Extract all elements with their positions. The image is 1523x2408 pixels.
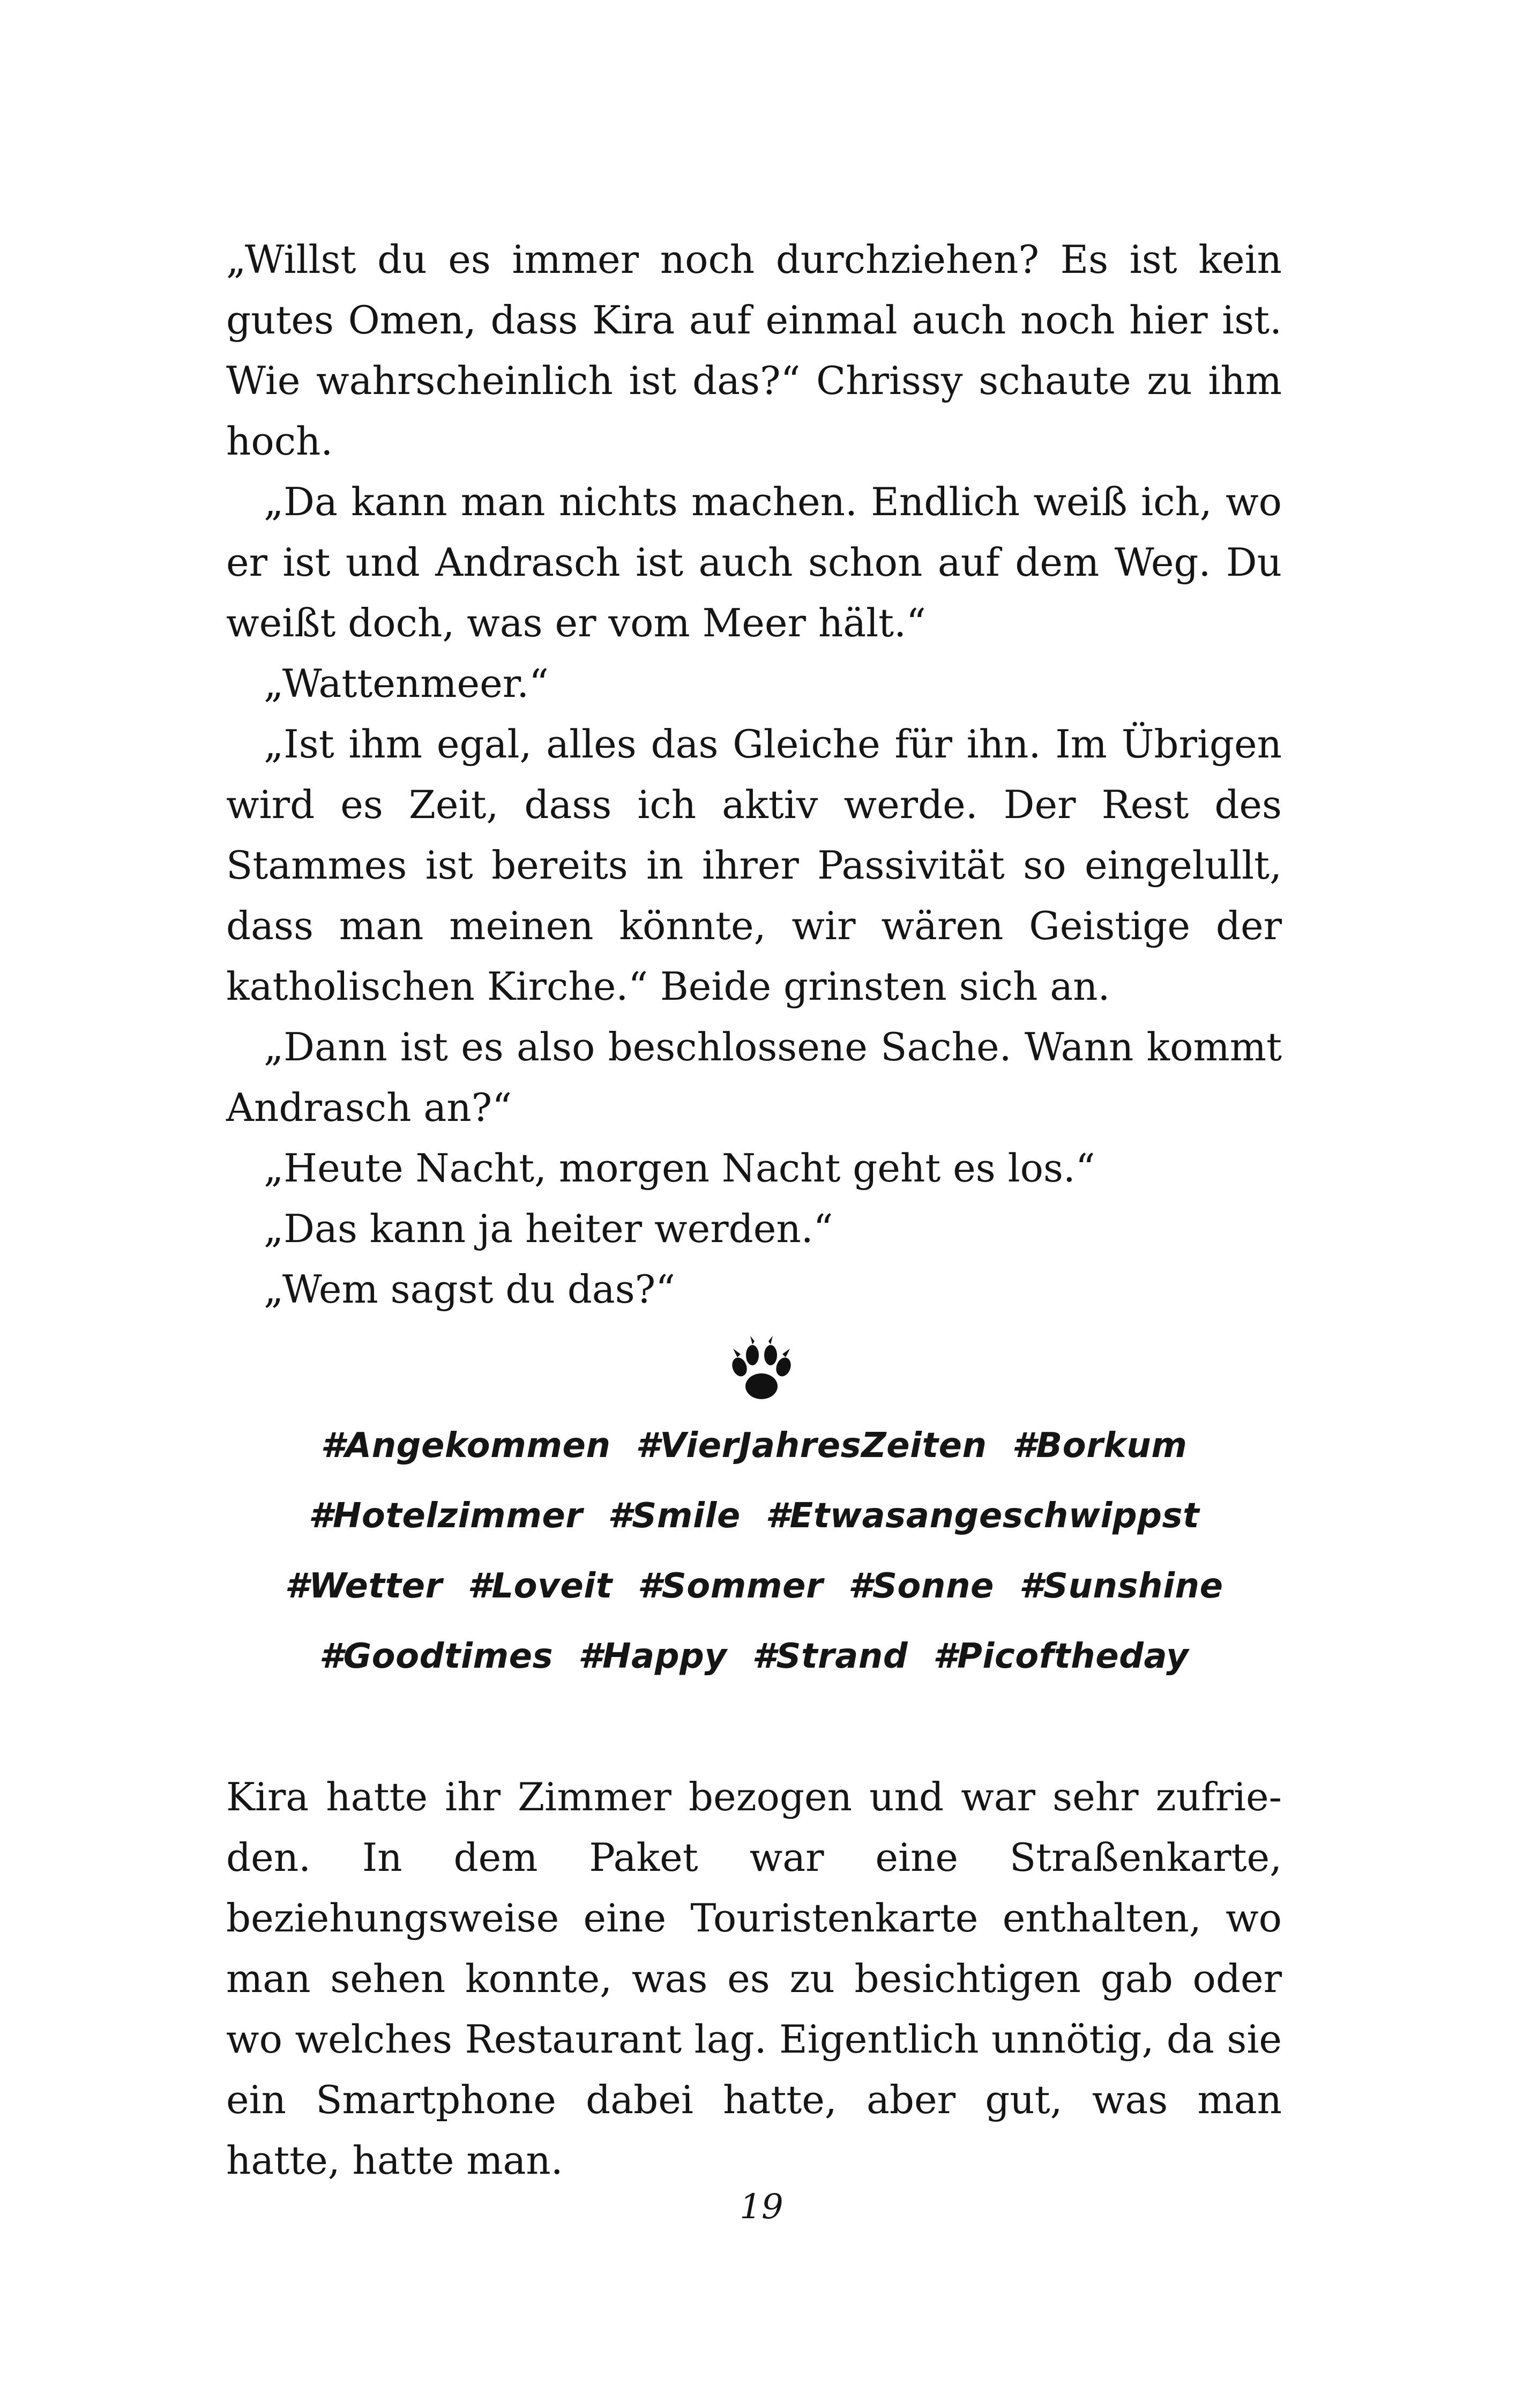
hashtag: #Sonne [848,1566,994,1606]
dialogue-section [226,229,1282,1320]
paragraph: „Da kann man nichts machen. Endlich weiß ich, wo er ist und Andrasch ist auch schon auf dem Weg. Du weißt doch, was er vom Meer hält.“ [226,479,1282,645]
hashtag: #Smile [608,1496,741,1536]
hashtag: #Wetter [285,1566,443,1606]
narrative-section [226,1767,1282,2191]
hashtag: #VierJahresZeiten [636,1426,987,1466]
hashtag: #Sunshine [1019,1566,1223,1606]
paragraph: „Wem sagst du das?“ [264,1267,676,1312]
hashtag: #Goodtimes [319,1637,554,1676]
paragraph: „Ist ihm egal, alles das Gleiche für ihn. Im Übrigen wird es Zeit, dass ich aktiv werde. Der Rest des Stammes ist bereits in ihrer Passivität so eingelullt, dass man meinen könnte, wir wären Geistige der katholischen Kirche.“ Beide grinsten sich an. [226,722,1282,1009]
hashtag: #Angekommen [320,1426,611,1466]
hashtag: #Hotelzimmer [308,1496,583,1536]
hashtag-block [226,1411,1282,1692]
hashtag: #Happy [578,1637,727,1676]
hashtag: #Etwasangeschwippst [765,1496,1200,1536]
hashtag: #Loveit [467,1566,613,1606]
hashtag: #Borkum [1012,1426,1188,1466]
paragraph: „Dann ist es also beschlossene Sache. Wann kommt Andrasch an?“ [226,1024,1282,1130]
hashtag: #Picoftheday [932,1637,1189,1676]
page-number: 19 [740,2187,783,2227]
paragraph: „Willst du es immer noch durchziehen? Es ist kein gutes Omen, dass Kira auf einmal auch noch hier ist. Wie wahrscheinlich ist das?“ Chrissy schaute zu ihm hoch. [226,237,1282,464]
paragraph: „Wattenmeer.“ [264,661,549,706]
hashtag: #Sommer [637,1566,824,1606]
paragraph: „Das kann ja heiter werden.“ [264,1206,833,1251]
paragraph: „Heute Nacht, morgen Nacht geht es los.“ [264,1146,1095,1191]
paragraph: Kira hatte ihr Zimmer bezogen und war sehr zufrieden. In dem Paket war eine Straßenkarte, beziehungsweise eine Touristenkarte enthalten, wo man sehen konnte, was es zu besichtigen gab oder wo welches Restaurant lag. Eigentlich unnötig, da sie ein Smartphone dabei hatte, aber gut, was man hatte, hatte man. [226,1774,1282,2183]
paw-print-icon [721,1334,802,1409]
hashtag: #Strand [752,1637,908,1676]
